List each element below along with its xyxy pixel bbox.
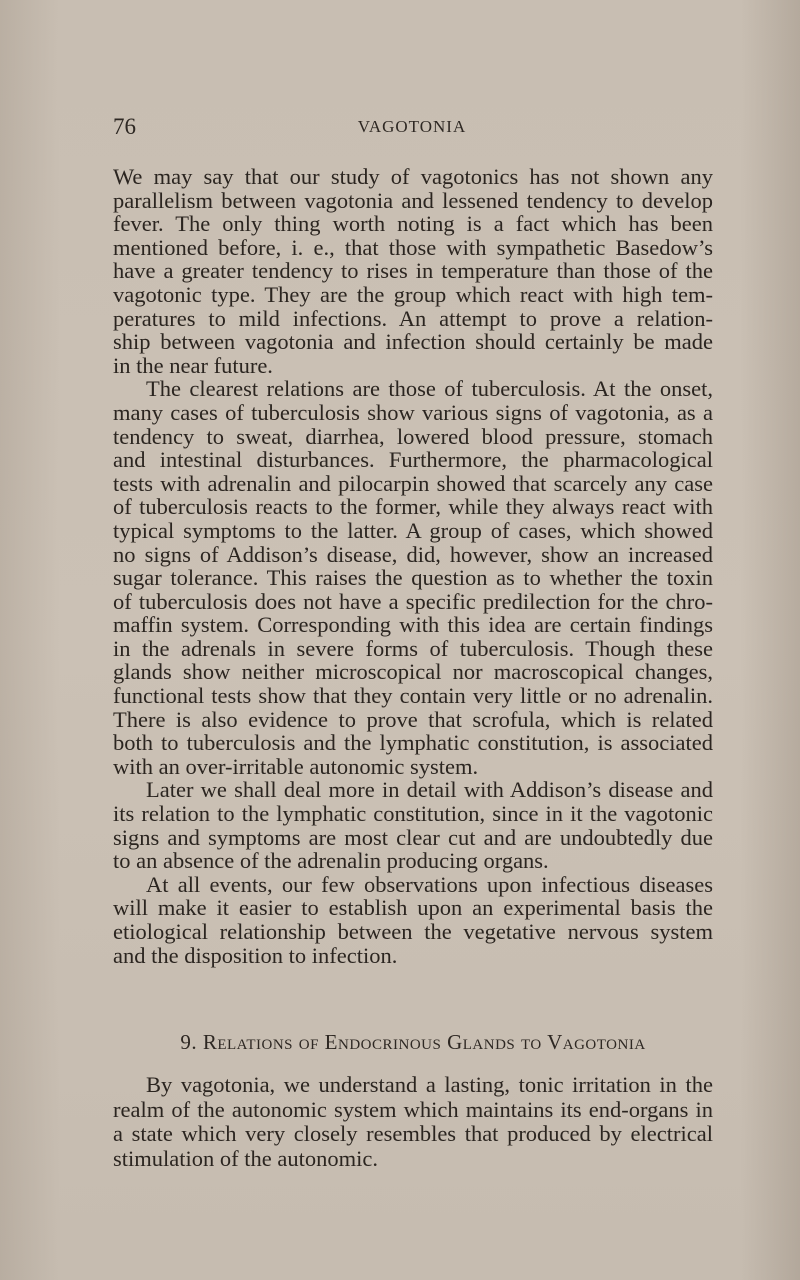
text-line: We may say that our study of vagotonics has not shown any: [113, 164, 713, 189]
text-line: There is also evidence to prove that scrofula, which is related: [113, 706, 713, 732]
text-line: many cases of tuberculosis show various signs of vagotonia, as a: [113, 399, 713, 425]
text-line: to an absence of the adrenalin producing organs.: [113, 848, 549, 874]
text-line: sugar tolerance. This raises the question as to whether the toxin: [113, 565, 713, 591]
paragraph-tuberculosis: [113, 377, 713, 778]
paragraph-fever: [113, 165, 713, 377]
text-line: By vagotonia, we understand a lasting, tonic irritation in the: [146, 1072, 713, 1097]
page-number: 76: [113, 114, 136, 139]
text-line: peratures to mild infections. An attempt to prove a relation-: [113, 305, 713, 331]
text-line: mentioned before, i. e., that those with sympathetic Basedow’s: [113, 234, 713, 260]
text-line: of tuberculosis does not have a specific predilection for the chro-: [113, 588, 713, 614]
text-line: tests with adrenalin and pilocarpin showed that scarcely any case: [113, 470, 713, 496]
text-line: maffin system. Corresponding with this idea are certain findings: [113, 612, 713, 638]
text-line: and intestinal disturbances. Furthermore, the pharmacological: [113, 447, 713, 473]
text-line: a state which very closely resembles that produced by electrical: [113, 1121, 713, 1146]
text-line: At all events, our few observations upon infectious diseases: [146, 871, 713, 897]
text-line: The clearest relations are those of tuberculosis. At the onset,: [146, 376, 713, 402]
text-line: no signs of Addison’s disease, did, however, show an increased: [113, 541, 713, 567]
text-line: will make it easier to establish upon an experimental basis the: [113, 895, 713, 921]
text-line: and the disposition to infection.: [113, 942, 398, 968]
text-line: Later we shall deal more in detail with Addison’s disease and: [146, 777, 713, 803]
text-line: signs and symptoms are most clear cut and are undoubtedly due: [113, 824, 713, 850]
text-line: of tuberculosis reacts to the former, while they always react with: [113, 494, 713, 520]
section-heading: 9. Relations of Endocrinous Glands to Vagotonia: [180, 1030, 646, 1054]
text-line: have a greater tendency to rises in temperature than those of the: [113, 258, 713, 284]
paragraph-definition: [113, 1073, 713, 1171]
text-line: both to tuberculosis and the lymphatic constitution, is associated: [113, 730, 713, 756]
body-text: [113, 165, 713, 967]
text-line: fever. The only thing worth noting is a fact which has been: [113, 211, 713, 237]
text-line: glands show neither microscopical nor macroscopical changes,: [113, 659, 713, 685]
running-head: [113, 114, 711, 144]
text-line: vagotonic type. They are the group which react with high tem-: [113, 281, 713, 307]
text-line: with an over-irritable autonomic system.: [113, 753, 479, 779]
text-line: parallelism between vagotonia and lessened tendency to develop: [113, 187, 713, 213]
text-line: in the near future.: [113, 352, 273, 378]
text-line: realm of the autonomic system which maintains its end-organs in: [113, 1096, 713, 1122]
text-line: ship between vagotonia and infection should certainly be made: [113, 329, 713, 355]
paragraph-addisons: [113, 778, 713, 872]
text-line: tendency to sweat, diarrhea, lowered blood pressure, stomach: [113, 423, 713, 449]
text-line: etiological relationship between the vegetative nervous system: [113, 919, 713, 944]
paragraph-conclusion: [113, 873, 713, 967]
text-line: stimulation of the autonomic.: [113, 1145, 378, 1171]
text-line: in the adrenals in severe forms of tuberculosis. Though these: [113, 635, 713, 661]
text-line: typical symptoms to the latter. A group of cases, which showed: [113, 517, 713, 543]
running-title: VAGOTONIA: [357, 117, 467, 136]
text-line: functional tests show that they contain very little or no adrenalin.: [113, 683, 713, 709]
text-line: its relation to the lymphatic constitution, since in it the vagotonic: [113, 801, 713, 827]
section-paragraph: [113, 1073, 713, 1171]
